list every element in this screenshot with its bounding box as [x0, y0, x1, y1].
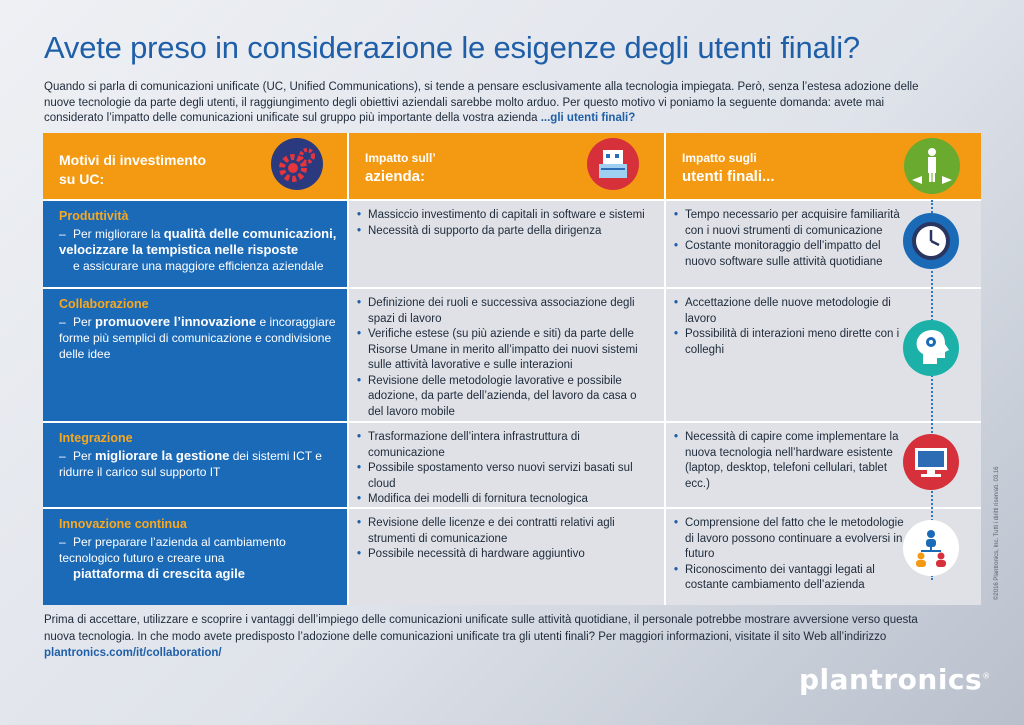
- computer-icon: [903, 434, 959, 490]
- intro-text: Quando si parla di comunicazioni unificate (UC, Unified Communications), si tende a pensare esclusivamente alla tecnologia impiegata. Però, senza l’estesa adozione delle nuove tecnologie da parte degli utenti, il raggiungimento degli obiettivi aziendali sarebbe molto arduo. Per questo motivo vi poniamo la seguente domanda: avete mai considerato l’impatto delle comunicazioni unificate sul gruppo più importante della vostra azienda: [44, 81, 919, 124]
- comparison-table: [43, 133, 981, 605]
- reason-pre: Per: [73, 315, 96, 329]
- category-reason: – Per migliorare la gestione dei sistemi ICT e ridurre il carico sul supporto IT: [59, 448, 322, 479]
- category-reason: – Per promuovere l’innovazione e incoraggiare forme più semplici di comunicazione e condivisione delle idee: [59, 314, 336, 361]
- reason-pre: Per preparare l’azienda al cambiamento tecnologico futuro e creare una: [59, 535, 286, 565]
- list-item: • Verifiche estese (su più aziende e siti) da parte delle Risorse Umane in merito all’impatto dei nuovi sistemi sulle attività lavorative e sulle interazioni: [353, 327, 648, 374]
- company-impact-cell: [349, 201, 664, 287]
- list-item: • Accettazione delle nuove metodologie di lavoro: [670, 296, 900, 327]
- table-row: [43, 509, 347, 605]
- reason-pre: Per migliorare la: [73, 227, 164, 241]
- copyright-note: ©2016 Plantronics, Inc. Tutti i diritti riservati. 03.16: [994, 466, 1000, 600]
- person-arrows-icon: [904, 138, 960, 194]
- category-title: Innovazione continua: [59, 517, 187, 531]
- plantronics-logo: plantronics®: [799, 663, 991, 696]
- list-item: • Possibilità di interazioni meno dirette con i colleghi: [670, 327, 900, 358]
- list-item: • Modifica dei modelli di fornitura tecnologica: [353, 492, 643, 508]
- header-reasons: [43, 133, 347, 199]
- reason-bold: piattaforma di crescita agile: [73, 566, 245, 581]
- header-company-big: azienda:: [365, 168, 426, 185]
- header-reasons-line2: su UC:: [59, 171, 105, 187]
- table-row: [43, 289, 347, 421]
- list-item: • Costante monitoraggio dell’impatto del nuovo software sulle attività quotidiane: [670, 239, 908, 270]
- intro-paragraph: [44, 80, 944, 127]
- category-title: Produttività: [59, 209, 129, 223]
- header-users-big: utenti finali...: [682, 168, 775, 185]
- header-reasons-line1: Motivi di investimento: [59, 152, 207, 168]
- reason-bold: qualità delle comunicazioni, velocizzare la tempistica nelle risposte: [59, 226, 337, 257]
- category-reason: – Per migliorare la qualità delle comunicazioni, velocizzare la tempistica nelle risposte e assicurare una maggiore efficienza aziendale: [59, 226, 344, 274]
- page-title: Avete preso in considerazione le esigenze degli utenti finali?: [44, 30, 860, 65]
- gears-icon: [271, 138, 323, 190]
- list-item: • Necessità di supporto da parte della dirigenza: [353, 224, 653, 240]
- category-title: Collaborazione: [59, 297, 149, 311]
- head-gear-icon: [903, 320, 959, 376]
- company-impact-cell: [349, 423, 664, 507]
- collaboration-link[interactable]: plantronics.com/it/collaboration/: [44, 647, 222, 659]
- company-impact-cell: [349, 509, 664, 605]
- logo-text: plantronics: [799, 663, 983, 696]
- list-item: • Necessità di capire come implementare la nuova tecnologia nell’hardware esistente (laptop, desktop, telefoni cellulari, tablet ecc.): [670, 430, 902, 492]
- clock-icon: [903, 213, 959, 269]
- building-icon: [587, 138, 639, 190]
- list-item: • Revisione delle licenze e dei contratti relativi agli strumenti di comunicazione: [353, 516, 643, 547]
- list-item: • Possibile spostamento verso nuovi servizi basati sul cloud: [353, 461, 643, 492]
- header-reasons-label: [59, 151, 206, 189]
- list-item: • Massiccio investimento di capitali in software e sistemi: [353, 208, 653, 224]
- list-item: • Riconoscimento dei vantaggi legati al costante cambiamento dell’azienda: [670, 563, 910, 594]
- reason-bold: promuovere l’innovazione: [95, 314, 257, 329]
- header-company: [349, 133, 664, 199]
- reason-bold: migliorare la gestione: [95, 448, 230, 463]
- list-item: • Definizione dei ruoli e successiva associazione degli spazi di lavoro: [353, 296, 648, 327]
- outro-text: Prima di accettare, utilizzare e scoprire i vantaggi dell’impiego delle comunicazioni unificate sulle attività quotidiane, il personale potrebbe mostrare avversione verso questa nuova tecnologia. In che modo avete predisposto l’adozione delle comunicazioni unificate tra gli utenti finali? Per maggiori informazioni, visitate il sito Web all’indirizzo: [44, 614, 918, 643]
- list-item: • Revisione delle metodologie lavorative e possibile adozione, da parte dell’azienda, del lavoro da casa o del lavoro mobile: [353, 374, 648, 421]
- list-item: • Comprensione del fatto che le metodologie di lavoro possono continuare a evolversi in futuro: [670, 516, 910, 563]
- list-item: • Tempo necessario per acquisire familiarità con i nuovi strumenti di comunicazione: [670, 208, 908, 239]
- outro-paragraph: [44, 612, 944, 662]
- category-title: Integrazione: [59, 431, 133, 445]
- intro-highlight: ...gli utenti finali?: [540, 112, 636, 124]
- reason-pre: Per: [73, 449, 96, 463]
- reason-post: e assicurare una maggiore efficienza aziendale: [73, 259, 324, 273]
- header-users-small: Impatto sugli: [682, 151, 757, 165]
- header-users: [666, 133, 981, 199]
- table-row: [43, 201, 347, 287]
- list-item: • Trasformazione dell’intera infrastruttura di comunicazione: [353, 430, 643, 461]
- list-item: • Possibile necessità di hardware aggiuntivo: [353, 547, 643, 563]
- header-company-small: Impatto sull’: [365, 151, 436, 165]
- category-reason: – Per preparare l’azienda al cambiamento tecnologico futuro e creare una piattaforma di crescita agile: [59, 534, 344, 582]
- company-impact-cell: [349, 289, 664, 421]
- people-network-icon: [903, 520, 959, 576]
- reason-post: e incoraggiare forme più semplici di comunicazione e condivisione delle idee: [59, 315, 336, 361]
- reason-post: dei sistemi ICT e ridurre il carico sul supporto IT: [59, 449, 322, 479]
- table-row: [43, 423, 347, 507]
